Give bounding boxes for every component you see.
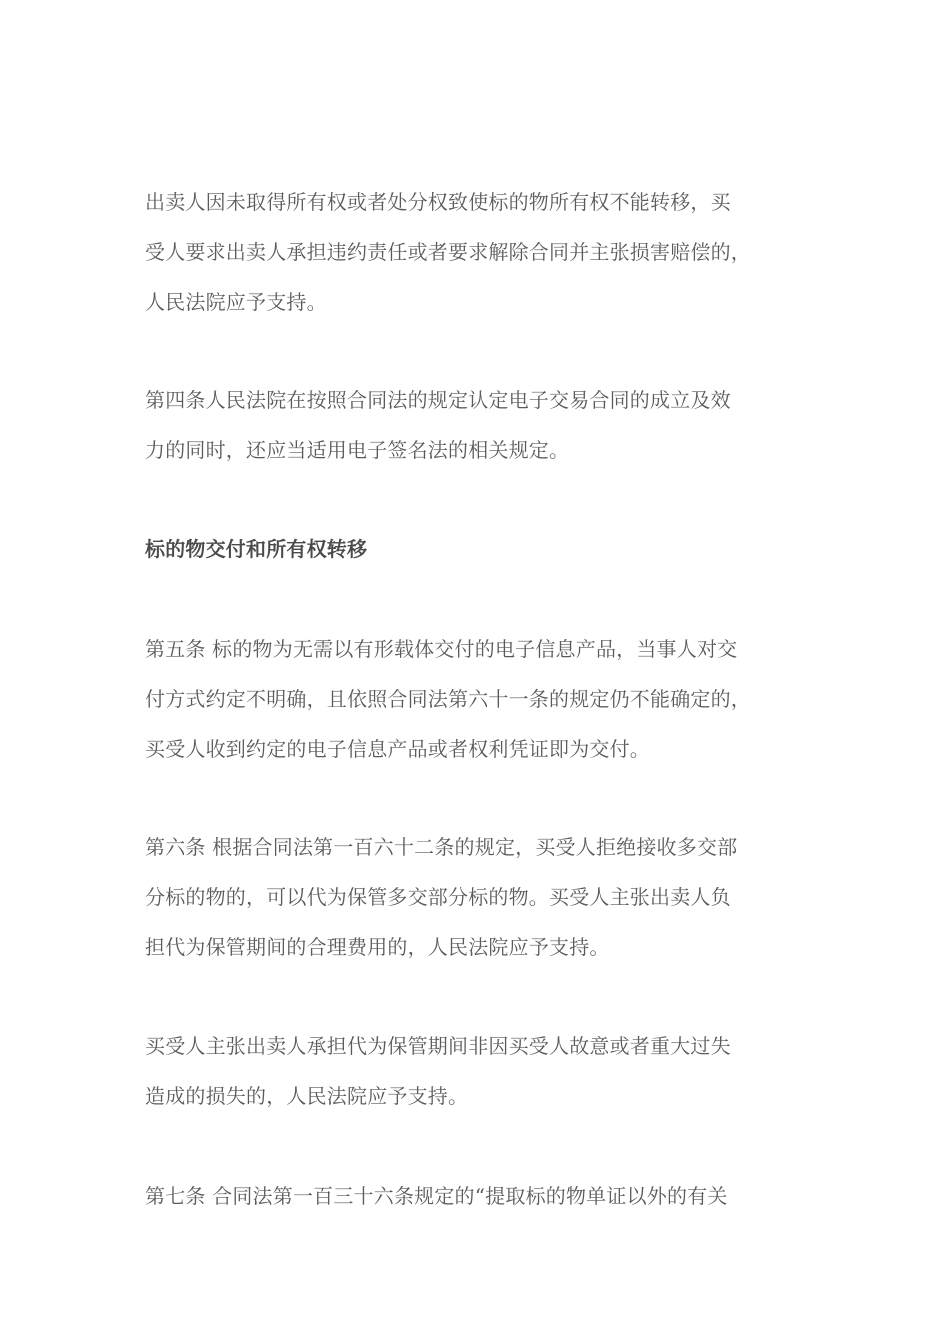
paragraph-article-4: [145, 375, 815, 475]
section-heading: [145, 524, 815, 574]
paragraph-line: 人民法院应予支持。: [145, 290, 327, 314]
paragraph-line: 担代为保管期间的合理费用的，人民法院应予支持。: [145, 935, 610, 959]
paragraph-storage-loss: [145, 1021, 815, 1121]
paragraph-line: 分标的物的，可以代为保管多交部分标的物。买受人主张出卖人负: [145, 885, 731, 909]
paragraph-line: 第五条 标的物为无需以有形载体交付的电子信息产品，当事人对交: [145, 637, 738, 661]
paragraph-line: 第六条 根据合同法第一百六十二条的规定，买受人拒绝接收多交部: [145, 835, 738, 859]
paragraph-article-6: [145, 822, 815, 972]
paragraph-line: 付方式约定不明确，且依照合同法第六十一条的规定仍不能确定的，: [145, 687, 751, 711]
paragraph-line: 受人要求出卖人承担违约责任或者要求解除合同并主张损害赔偿的，: [145, 240, 751, 264]
paragraph-article-5: [145, 624, 815, 774]
paragraph-line: 第七条 合同法第一百三十六条规定的“提取标的物单证以外的有关: [145, 1184, 728, 1208]
section-heading-text: 标的物交付和所有权转移: [145, 537, 368, 561]
paragraph-line: 造成的损失的，人民法院应予支持。: [145, 1084, 469, 1108]
paragraph-line: 买受人收到约定的电子信息产品或者权利凭证即为交付。: [145, 737, 650, 761]
paragraph-article-7: [145, 1171, 815, 1221]
paragraph-line: 力的同时，还应当适用电子签名法的相关规定。: [145, 438, 570, 462]
paragraph-line: 出卖人因未取得所有权或者处分权致使标的物所有权不能转移，买: [145, 190, 731, 214]
paragraph-line: 买受人主张出卖人承担代为保管期间非因买受人故意或者重大过失: [145, 1034, 731, 1058]
paragraph-seller-ownership: [145, 177, 815, 327]
paragraph-line: 第四条人民法院在按照合同法的规定认定电子交易合同的成立及效: [145, 388, 731, 412]
